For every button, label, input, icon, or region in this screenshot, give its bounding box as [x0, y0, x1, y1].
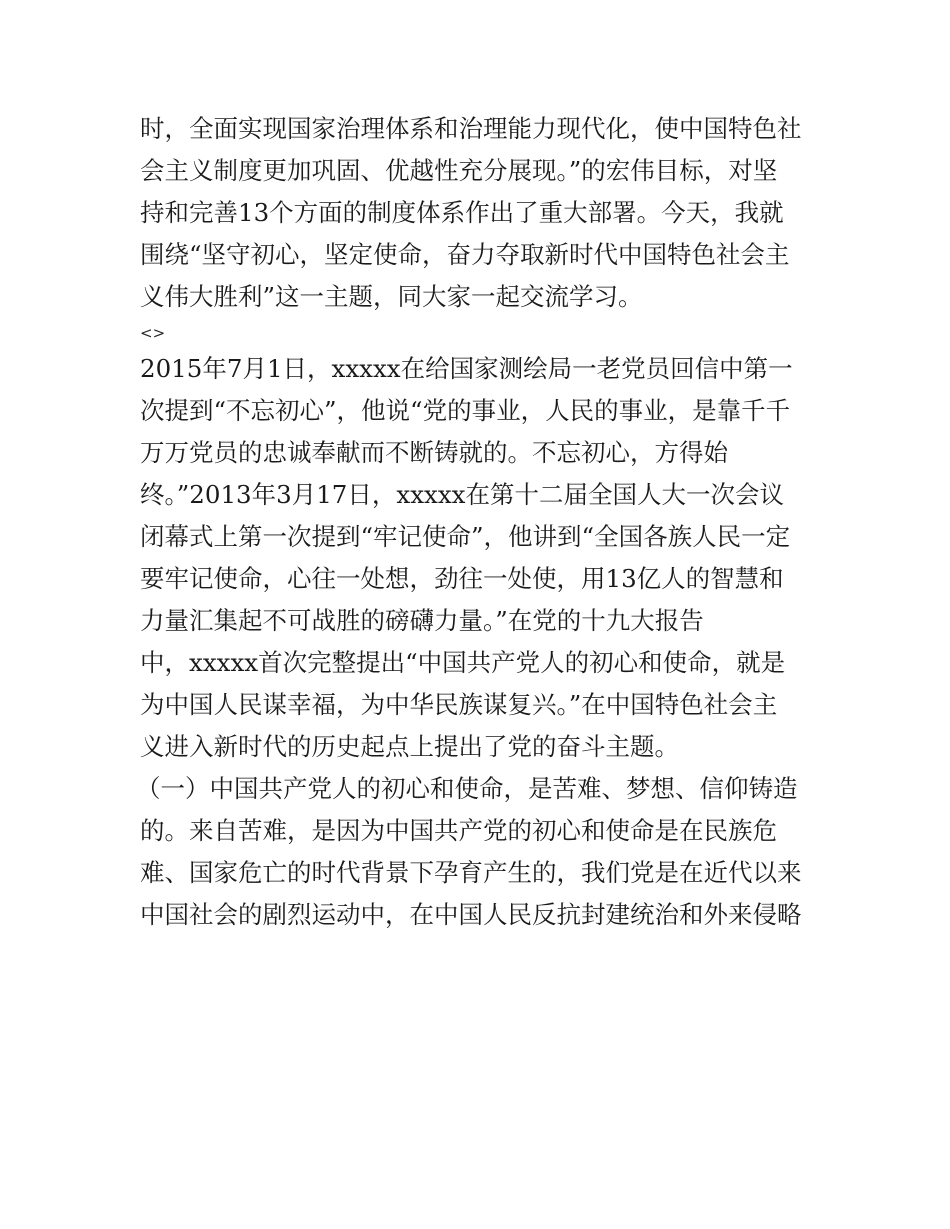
text-line: 中国社会的剧烈运动中，在中国人民反抗封建统治和外来侵略	[140, 900, 802, 929]
text-line: 义伟大胜利”这一主题，同大家一起交流学习。	[140, 282, 643, 311]
text-line: 万万党员的忠诚奉献而不断铸就的。不忘初心，方得始	[140, 438, 728, 467]
text-line: 会主义制度更加巩固、优越性充分展现。”的宏伟目标，对坚	[140, 156, 778, 185]
section-heading-line: （一）中国共产党人的初心和使命，是苦难、梦想、信仰铸造	[136, 774, 798, 803]
text-line: 要牢记使命，心往一处想，劲往一处使，用13亿人的智慧和	[140, 564, 784, 593]
text-line: 围绕“坚守初心，坚定使命，奋力夺取新时代中国特色社会主	[140, 240, 790, 269]
text-line: 终。”2013年3月17日，xxxxx在第十二届全国人大一次会议	[140, 480, 784, 509]
text-line: 的。来自苦难，是因为中国共产党的初心和使命是在民族危	[140, 816, 777, 845]
text-line: 2015年7月1日，xxxxx在给国家测绘局一老党员回信中第一	[140, 354, 793, 383]
section-marker: <>	[140, 324, 166, 342]
text-line: 中，xxxxx首次完整提出“中国共产党人的初心和使命，就是	[140, 648, 786, 677]
text-line: 次提到“不忘初心”，他说“党的事业，人民的事业，是靠千千	[140, 396, 791, 425]
text-line: 难、国家危亡的时代背景下孕育产生的，我们党是在近代以来	[140, 858, 802, 887]
text-line: 时，全面实现国家治理体系和治理能力现代化，使中国特色社	[140, 114, 802, 143]
text-line: 持和完善13个方面的制度体系作出了重大部署。今天，我就	[140, 198, 784, 227]
text-line: 义进入新时代的历史起点上提出了党的奋斗主题。	[140, 732, 679, 761]
body-text	[136, 108, 820, 936]
text-line: 闭幕式上第一次提到“牢记使命”，他讲到“全国各族人民一定	[140, 522, 791, 551]
text-line: 为中国人民谋幸福，为中华民族谋复兴。”在中国特色社会主	[140, 690, 778, 719]
text-line: 力量汇集起不可战胜的磅礴力量。”在党的十九大报告	[140, 606, 704, 635]
